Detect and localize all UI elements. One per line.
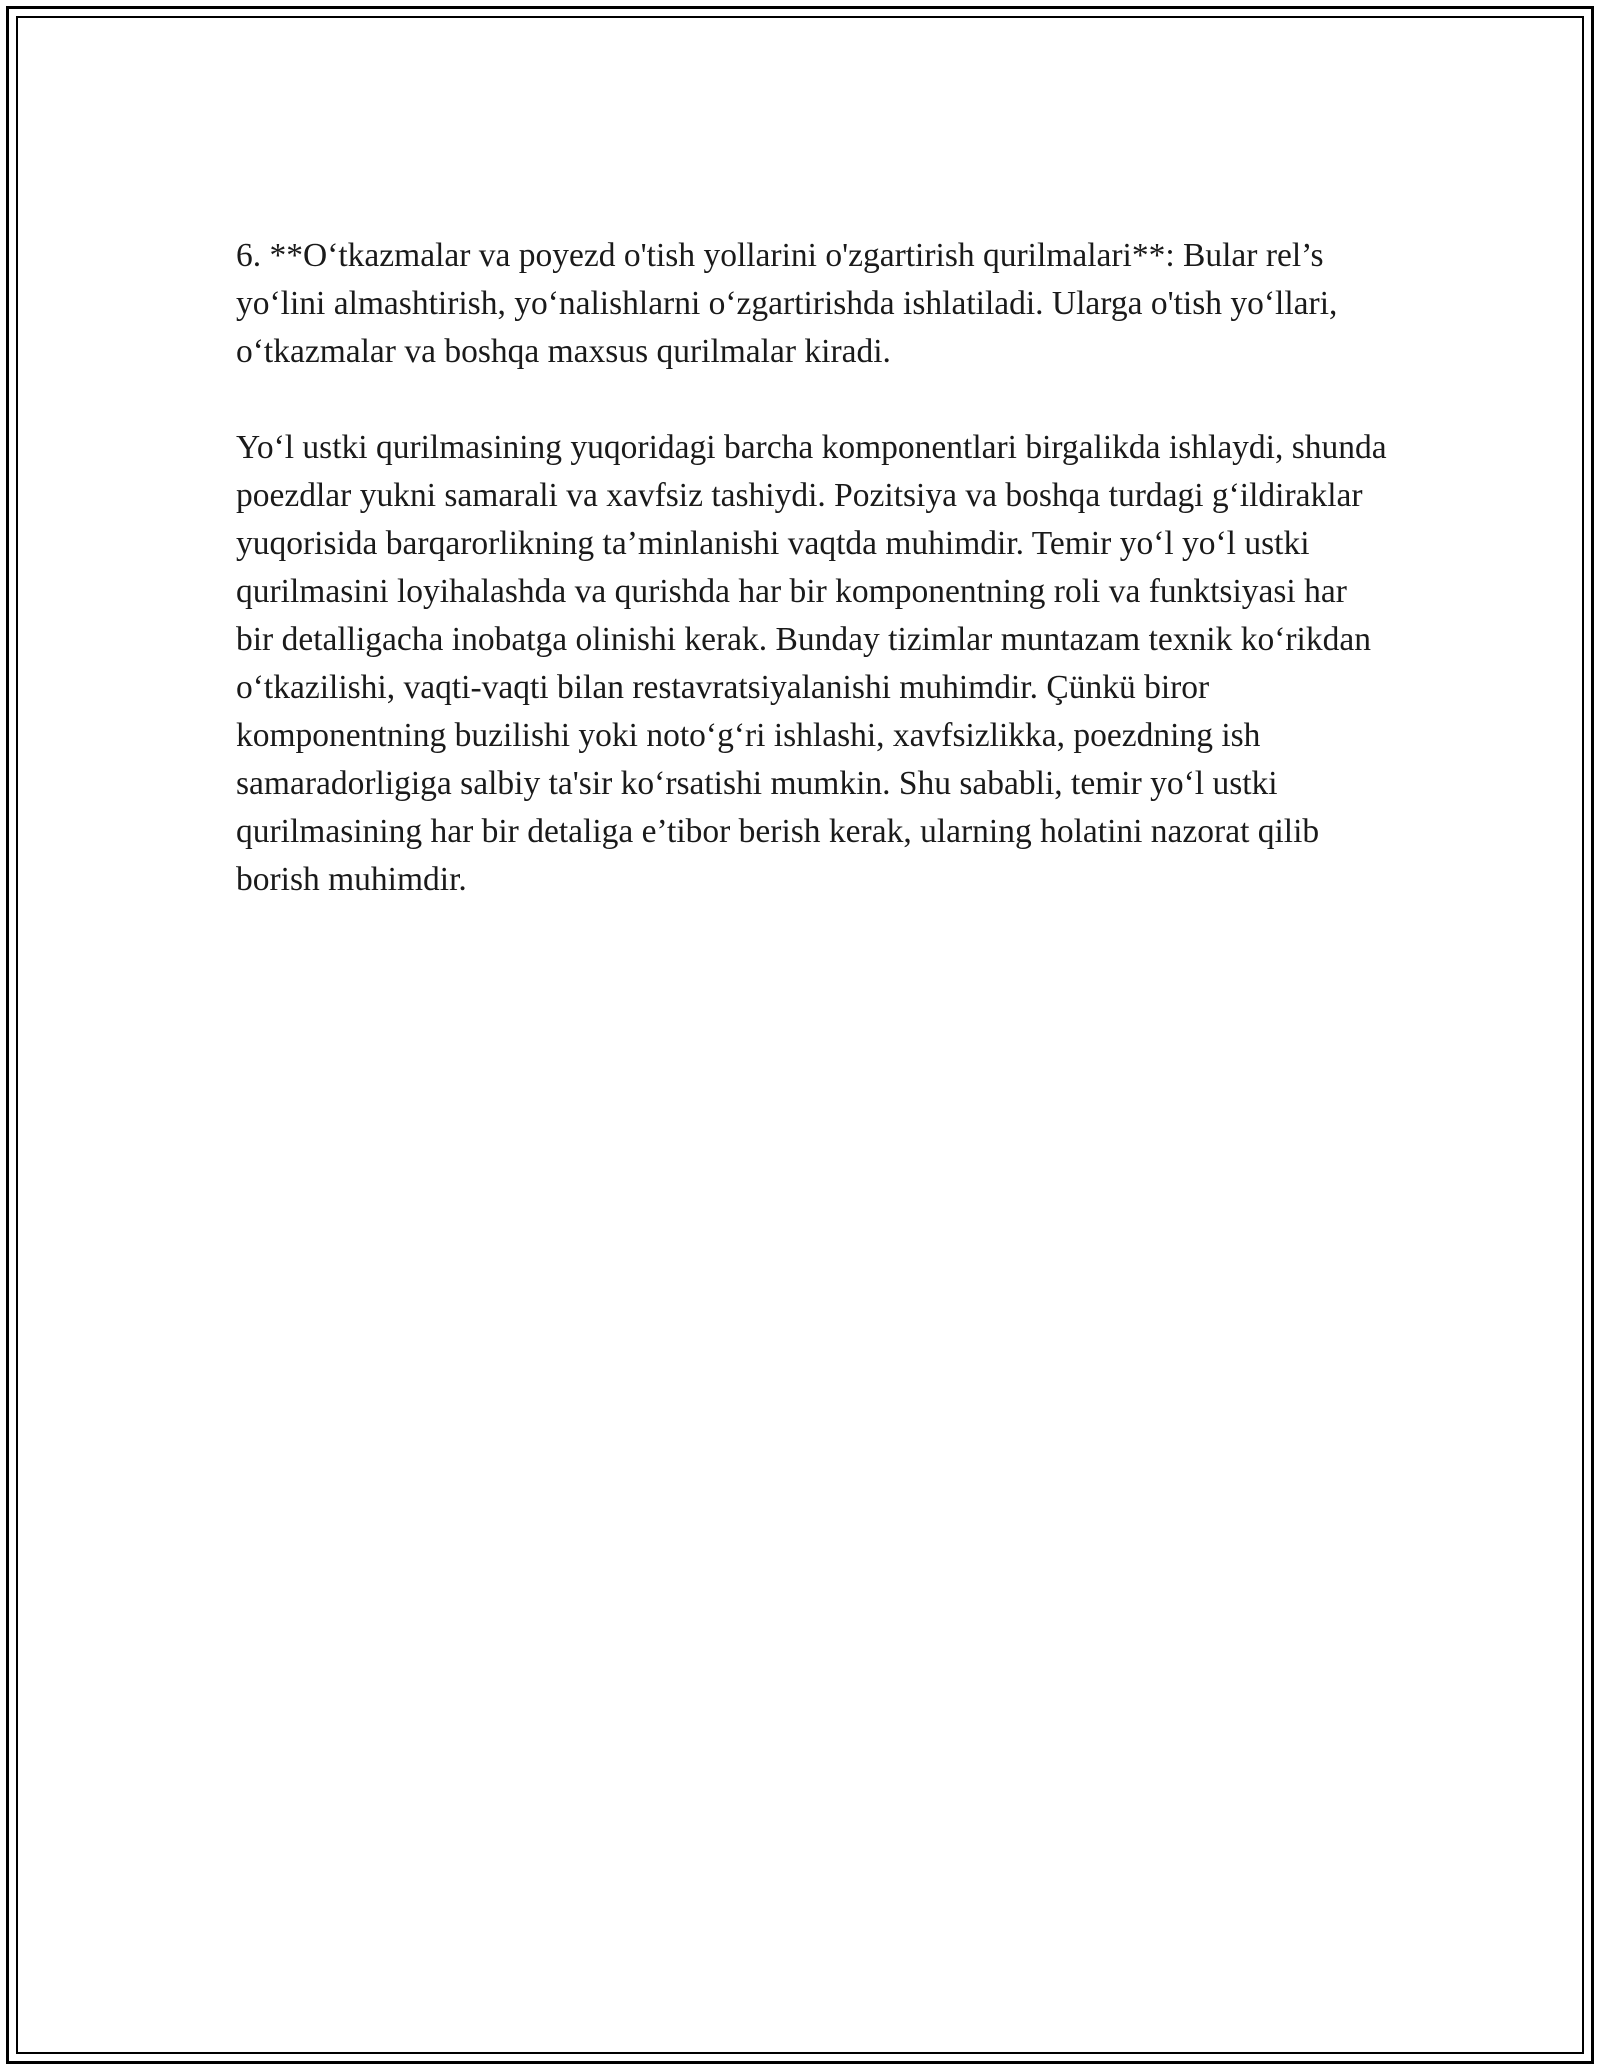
document-body: [236, 232, 1388, 952]
paragraph-switches: 6. **O‘tkazmalar va poyezd o'tish yollarini o'zgartirish qurilmalari**: Bular rel’s yo‘lini almashtirish, yo‘nalishlarni o‘zgartirishda ishlatiladi. Ularga o'tish yo‘llari, o‘tkazmalar va boshqa maxsus qurilmalar kiradi.: [236, 237, 1338, 370]
paragraph-summary: Yo‘l ustki qurilmasining yuqoridagi barcha komponentlari birgalikda ishlaydi, shunda poezdlar yukni samarali va xavfsiz tashiydi. Pozitsiya va boshqa turdagi g‘ildiraklar yuqorisida barqarorlikning ta’minlanishi vaqtda muhimdir. Temir yo‘l yo‘l ustki qurilmasini loyihalashda va qurishda har bir komponentning roli va funktsiyasi har bir detalligacha inobatga olinishi kerak. Bunday tizimlar muntazam texnik ko‘rikdan o‘tkazilishi, vaqti-vaqti bilan restavratsiyalanishi muhimdir. Çünkü biror komponentning buzilishi yoki noto‘g‘ri ishlashi, xavfsizlikka, poezdning ish samaradorligiga salbiy ta'sir ko‘rsatishi mumkin. Shu sababli, temir yo‘l ustki qurilmasining har bir detaliga e’tibor berish kerak, ularning holatini nazorat qilib borish muhimdir.: [236, 429, 1387, 898]
